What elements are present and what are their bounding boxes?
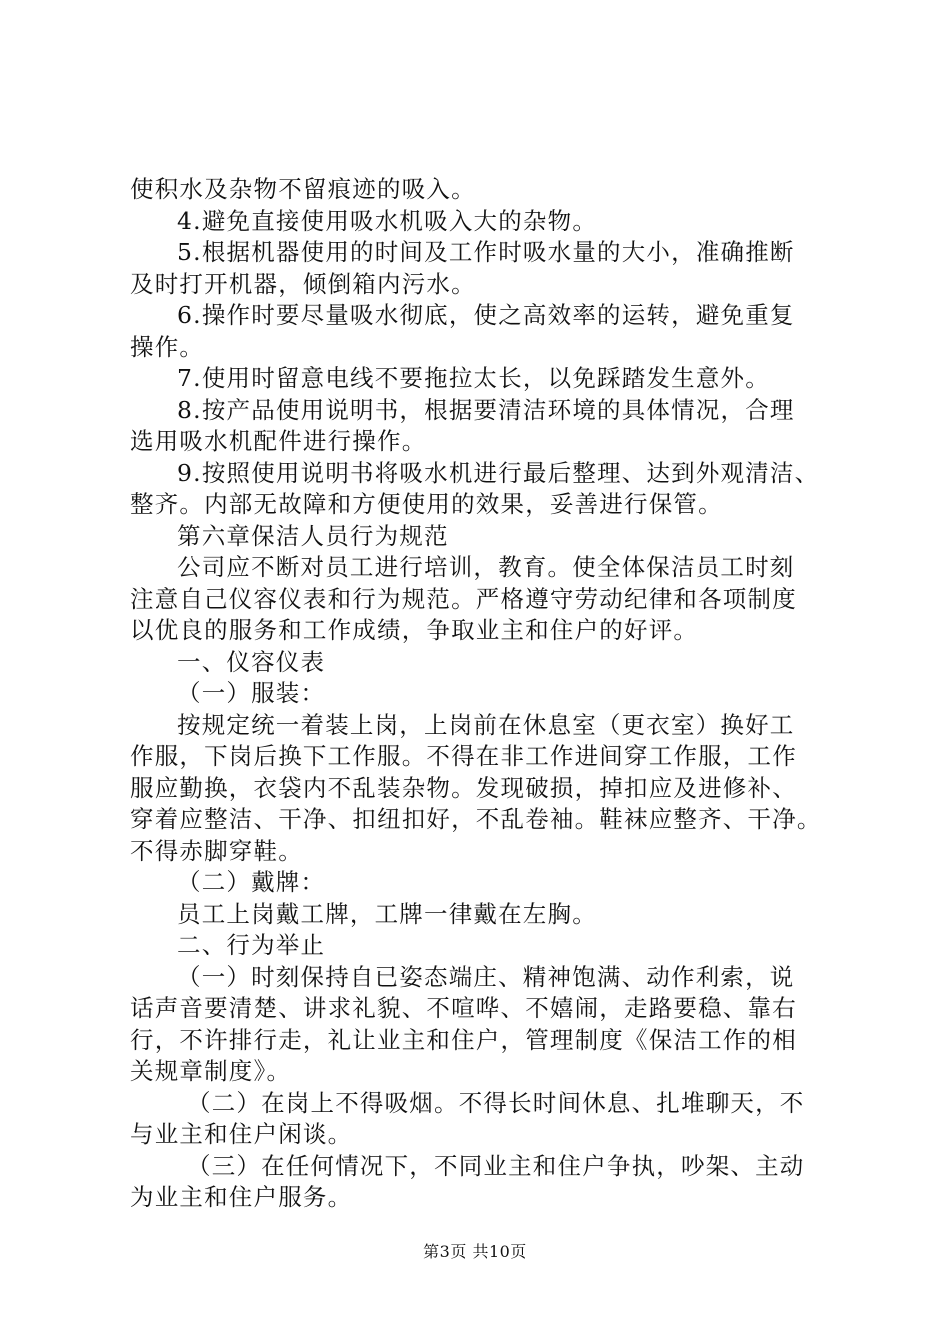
text-line: 注意自己仪容仪表和行为规范。严格遵守劳动纪律和各项制度: [130, 584, 797, 613]
text-line: （二）戴牌：: [177, 868, 326, 896]
text-line: 7.使用时留意电线不要拖拉太长，以免踩踏发生意外。: [177, 364, 770, 392]
text-line: （二）在岗上不得吸烟。不得长时间休息、扎堆聊天，不: [187, 1088, 805, 1117]
text-line: 及时打开机器，倾倒箱内污水。: [130, 269, 476, 298]
text-line: （一）时刻保持自已姿态端庄、精神饱满、动作利索，说: [177, 962, 795, 991]
text-line: 选用吸水机配件进行操作。: [130, 427, 427, 455]
text-line: 8.按产品使用说明书，根据要清洁环境的具体情况，合理: [177, 395, 795, 424]
text-line: 关规章制度》。: [130, 1057, 292, 1085]
text-line: 5.根据机器使用的时间及工作时吸水量的大小，准确推断: [177, 238, 795, 266]
text-line: 二、行为举止: [177, 931, 326, 959]
text-line: 行，不许排行走，礼让业主和住户，管理制度《保洁工作的相: [130, 1025, 797, 1054]
text-line: 不得赤脚穿鞋。: [130, 836, 303, 865]
text-line: 4.避免直接使用吸水机吸入大的杂物。: [177, 206, 598, 235]
text-line: 使积水及杂物不留痕迹的吸入。: [130, 175, 476, 203]
text-line: 第六章保洁人员行为规范: [177, 521, 449, 550]
text-line: 9.按照使用说明书将吸水机进行最后整理、达到外观清洁、: [177, 458, 820, 487]
text-line: （三）在任何情况下，不同业主和住户争执，吵架、主动: [187, 1151, 805, 1180]
text-line: 公司应不断对员工进行培训，教育。使全体保洁员工时刻: [177, 553, 795, 581]
page-footer: 第3页 共10页: [423, 1242, 527, 1261]
text-line: 为业主和住户服务。: [130, 1183, 353, 1211]
document-body: [130, 174, 840, 1214]
text-line: 话声音要清楚、讲求礼貌、不喧哗、不嬉闹，走路要稳、靠右: [130, 994, 797, 1022]
text-line: 与业主和住户闲谈。: [130, 1120, 353, 1148]
text-line: 作服，下岗后换下工作服。不得在非工作进间穿工作服，工作: [130, 742, 797, 770]
text-line: 整齐。内部无故障和方便使用的效果，妥善进行保管。: [130, 490, 723, 518]
text-line: 以优良的服务和工作成绩，争取业主和住户的好评。: [130, 616, 699, 644]
text-line: 操作。: [130, 332, 205, 361]
text-line: 员工上岗戴工牌，工牌一律戴在左胸。: [177, 899, 597, 928]
text-line: 6.操作时要尽量吸水彻底，使之高效率的运转，避免重复: [177, 301, 795, 329]
text-line: 穿着应整洁、干净、扣纽扣好，不乱卷袖。鞋袜应整齐、干净。: [130, 805, 822, 833]
text-line: 按规定统一着装上岗，上岗前在休息室（更衣室）换好工: [177, 710, 795, 739]
text-line: （一）服装：: [177, 679, 326, 707]
text-line: 服应勤换，衣袋内不乱装杂物。发现破损，掉扣应及进修补、: [130, 773, 797, 802]
text-line: 一、仪容仪表: [177, 647, 326, 676]
